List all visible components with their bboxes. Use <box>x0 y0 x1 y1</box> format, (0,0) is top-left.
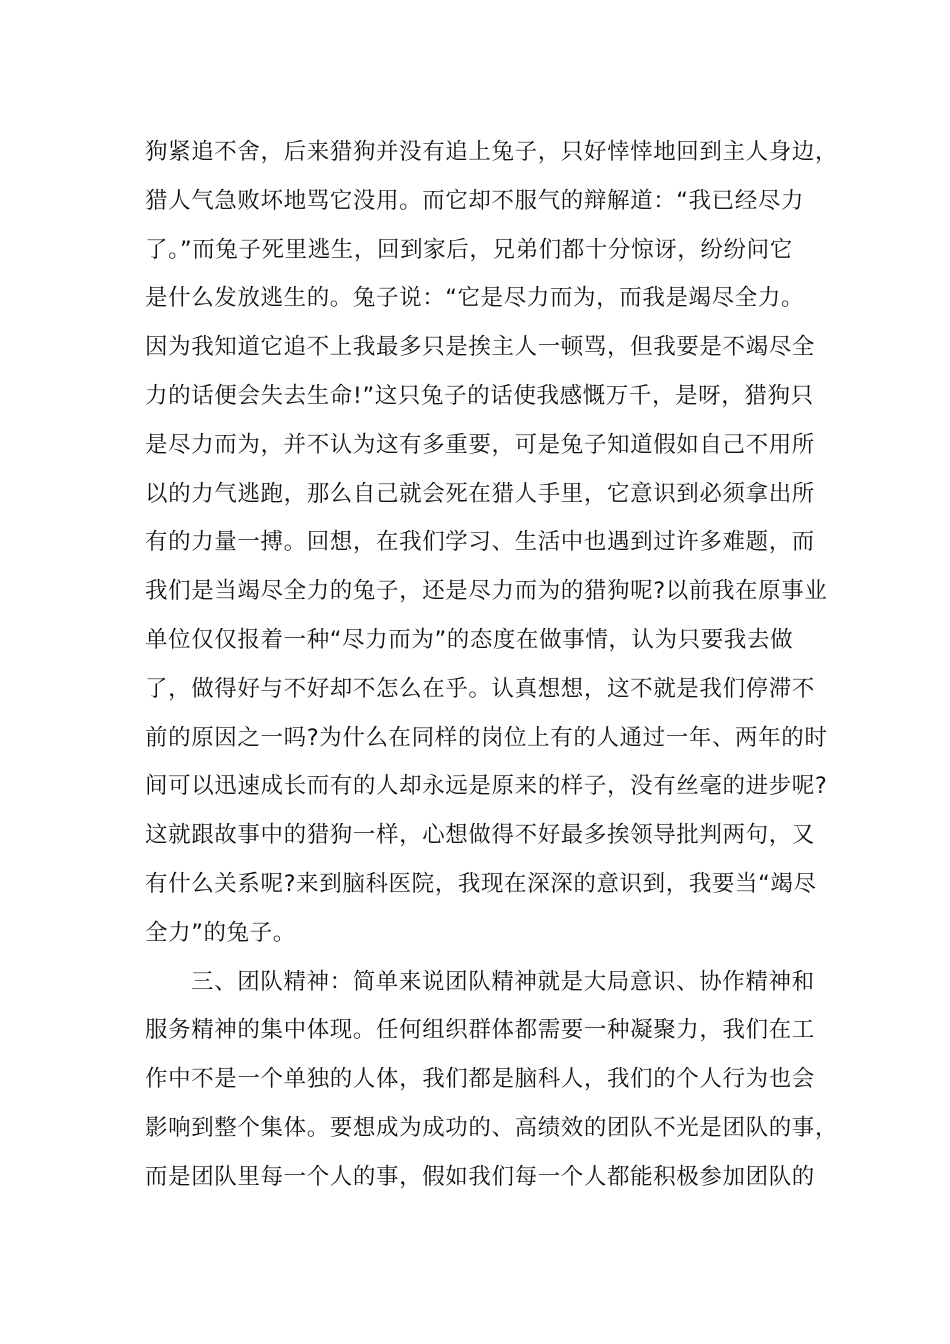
text-line: 而是团队里每一个人的事，假如我们每一个人都能积极参加团队的 <box>145 1163 815 1190</box>
text-line: 猎人气急败坏地骂它没用。而它却不服气的辩解道：“我已经尽力 <box>145 187 805 214</box>
text-line: 因为我知道它追不上我最多只是挨主人一顿骂，但我要是不竭尽全 <box>145 334 815 361</box>
text-line: 狗紧追不舍，后来猎狗并没有追上兔子，只好悻悻地回到主人身边， <box>145 139 839 165</box>
text-line: 单位仅仅报着一种“尽力而为”的态度在做事情，认为只要我去做 <box>145 626 794 653</box>
text-line: 间可以迅速成长而有的人却永远是原来的样子，没有丝毫的进步呢? <box>145 773 828 800</box>
text-line: 是什么发放逃生的。兔子说：“它是尽力而为，而我是竭尽全力。 <box>145 285 805 312</box>
text-line: 是尽力而为，并不认为这有多重要，可是兔子知道假如自己不用所 <box>145 431 815 458</box>
text-line: 有什么关系呢?来到脑科医院，我现在深深的意识到，我要当“竭尽 <box>145 870 817 897</box>
text-line: 了，做得好与不好却不怎么在乎。认真想想，这不就是我们停滞不 <box>145 675 815 702</box>
text-line: 前的原因之一吗?为什么在同样的岗位上有的人通过一年、两年的时 <box>145 724 828 751</box>
text-line: 作中不是一个单独的人体，我们都是脑科人，我们的个人行为也会 <box>145 1066 815 1093</box>
text-line: 力的话便会失去生命!”这只兔子的话使我感慨万千，是呀，猎狗只 <box>145 382 814 409</box>
text-line: 有的力量一搏。回想，在我们学习、生活中也遇到过许多难题，而 <box>145 529 815 556</box>
text-line: 我们是当竭尽全力的兔子，还是尽力而为的猎狗呢?以前我在原事业 <box>145 578 828 605</box>
text-line: 影响到整个集体。要想成为成功的、高绩效的团队不光是团队的事， <box>145 1114 839 1141</box>
section-heading-line: 三、团队精神：简单来说团队精神就是大局意识、协作精神和 <box>191 968 815 995</box>
text-line: 服务精神的集中体现。任何组织群体都需要一种凝聚力，我们在工 <box>145 1017 815 1044</box>
text-line: 这就跟故事中的猎狗一样，心想做得不好最多挨领导批判两句，又 <box>145 822 815 849</box>
document-body <box>145 128 839 1202</box>
text-line: 以的力气逃跑，那么自己就会死在猎人手里，它意识到必须拿出所 <box>145 480 815 507</box>
text-line: 全力”的兔子。 <box>145 919 296 946</box>
text-line: 了。”而兔子死里逃生，回到家后，兄弟们都十分惊讶，纷纷问它 <box>145 236 793 263</box>
